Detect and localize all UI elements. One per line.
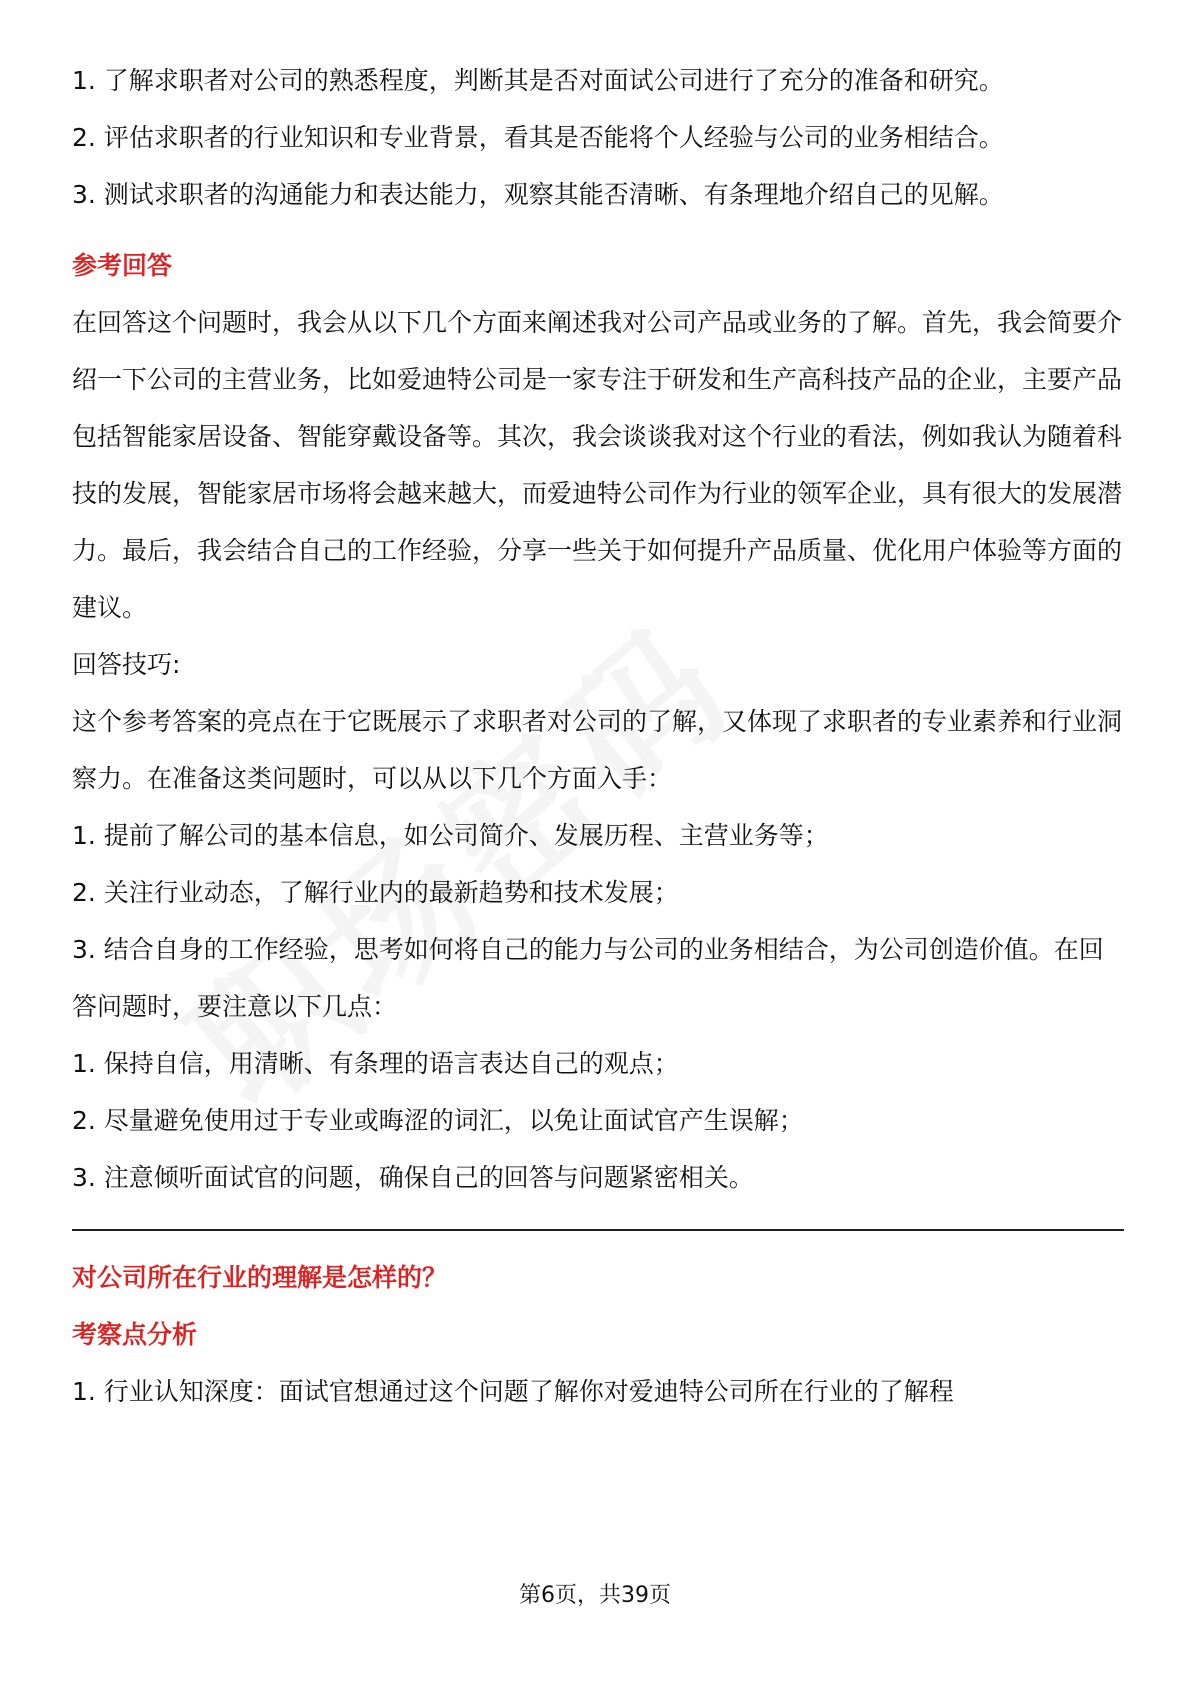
note-list (72, 1035, 1124, 1206)
note-item-2: 2. 尽量避免使用过于专业或晦涩的词汇，以免让面试官产生误解； (72, 1106, 804, 1135)
note-item-3: 3. 注意倾听面试官的问题，确保自己的回答与问题紧密相关。 (72, 1163, 754, 1192)
purpose-item-1: 1. 了解求职者对公司的熟悉程度，判断其是否对面试公司进行了充分的准备和研究。 (72, 66, 1004, 95)
tips-intro: 这个参考答案的亮点在于它既展示了求职者对公司的了解，又体现了求职者的专业素养和行业洞察力。在准备这类问题时，可以从以下几个方面入手： (72, 707, 1123, 793)
tips-label: 回答技巧: (72, 650, 181, 679)
analysis-item-1: 1. 行业认知深度：面试官想通过这个问题了解你对爱迪特公司所在行业的了解程 (72, 1377, 954, 1406)
document-page (72, 0, 1124, 1420)
purpose-item-2: 2. 评估求职者的行业知识和专业背景，看其是否能将个人经验与公司的业务相结合。 (72, 123, 1004, 152)
purpose-item-3: 3. 测试求职者的沟通能力和表达能力，观察其能否清晰、有条理地介绍自己的见解。 (72, 180, 1004, 209)
section-divider (72, 1229, 1124, 1231)
note-item-1: 1. 保持自信，用清晰、有条理的语言表达自己的观点； (72, 1049, 679, 1078)
page-footer: 第6页，共39页 (519, 1583, 671, 1608)
analysis-heading: 考察点分析 (72, 1320, 198, 1349)
reference-answer-text: 在回答这个问题时，我会从以下几个方面来阐述我对公司产品或业务的了解。首先，我会简要介绍一下公司的主营业务，比如爱迪特公司是一家专注于研发和生产高科技产品的企业，主要产品包括智能家居设备、智能穿戴设备等。其次，我会谈谈我对这个行业的看法，例如我认为随着科技的发展，智能家居市场将会越来越大，而爱迪特公司作为行业的领军企业，具有很大的发展潜力。最后，我会结合自己的工作经验，分享一些关于如何提升产品质量、优化用户体验等方面的建议。 (72, 308, 1123, 622)
prep-item-1: 1. 提前了解公司的基本信息，如公司简介、发展历程、主营业务等； (72, 821, 829, 850)
reference-answer-heading: 参考回答 (72, 251, 173, 280)
prep-item-3: 3. 结合自身的工作经验，思考如何将自己的能力与公司的业务相结合，为公司创造价值。在回答问题时，要注意以下几点： (72, 935, 1104, 1021)
next-question-title: 对公司所在行业的理解是怎样的？ (72, 1263, 448, 1292)
prep-item-2: 2. 关注行业动态，了解行业内的最新趋势和技术发展； (72, 878, 679, 907)
purpose-list (72, 0, 1124, 223)
prep-list (72, 807, 1124, 1035)
